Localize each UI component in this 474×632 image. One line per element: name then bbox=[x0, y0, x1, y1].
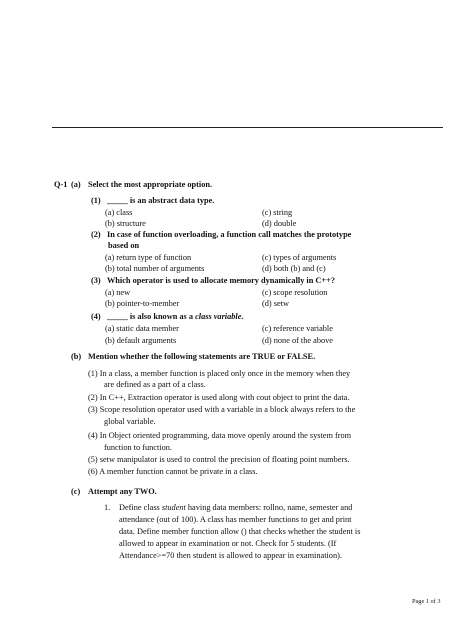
statement-line: function to function. bbox=[104, 443, 172, 452]
statement-line: (2) In C++, Extraction operator is used along with cout object to print the data. bbox=[88, 393, 350, 402]
mcq-number: (4) bbox=[91, 312, 101, 321]
mcq-question bbox=[107, 312, 243, 322]
mcq-number: (2) bbox=[91, 230, 101, 239]
mcq-number: (1) bbox=[91, 196, 101, 205]
statement-line: (3) Scope resolution operator used with a variable in a block always refers to the bbox=[88, 405, 356, 414]
mcq-option: (d) none of the above bbox=[262, 336, 333, 345]
section-a-heading: Select the most appropriate option. bbox=[88, 180, 213, 189]
mcq-question-end: . bbox=[241, 312, 244, 321]
mcq-question-text: _____ is also known as a bbox=[107, 312, 193, 321]
statement-line: global variable. bbox=[104, 417, 156, 426]
mcq-option: (c) string bbox=[262, 208, 293, 217]
mcq-option: (a) class bbox=[105, 208, 133, 217]
question-text-italic: student bbox=[161, 503, 186, 512]
section-a-label: (a) bbox=[71, 180, 81, 189]
question-text-start: Define class bbox=[119, 503, 160, 512]
mcq-option: (c) types of arguments bbox=[262, 253, 337, 262]
mcq-option: (a) new bbox=[105, 288, 131, 297]
mcq-question: Which operator is used to allocate memory dynamically in C++? bbox=[107, 276, 336, 285]
section-c-heading: Attempt any TWO. bbox=[88, 487, 157, 496]
mcq-question: In case of function overloading, a function call matches the prototype bbox=[107, 230, 352, 239]
mcq-option: (c) reference variable bbox=[262, 324, 333, 333]
mcq-option: (b) pointer-to-member bbox=[105, 299, 180, 308]
statement-line: (4) In Object oriented programming, data move openly around the system from bbox=[88, 431, 352, 440]
mcq-question: _____ is an abstract data type. bbox=[107, 196, 215, 205]
question-label: Q-1 bbox=[54, 180, 68, 189]
mcq-option: (d) setw bbox=[262, 299, 289, 308]
mcq-option: (b) total number of arguments bbox=[105, 264, 205, 273]
question-text-rest: having data members: rollno, name, semester and bbox=[187, 503, 353, 512]
mcq-number: (3) bbox=[91, 276, 101, 285]
mcq-option: (b) structure bbox=[105, 219, 146, 228]
statement-line: (5) setw manipulator is used to control the precision of floating point numbers. bbox=[88, 455, 350, 464]
statement-line: (6) A member function cannot be private in a class. bbox=[88, 467, 258, 476]
question-text: allowed to appear in examination or not. Check for 5 students. (If bbox=[119, 539, 337, 548]
mcq-option: (a) static data member bbox=[105, 324, 179, 333]
question-text bbox=[119, 503, 352, 513]
mcq-question-continued: based on bbox=[108, 241, 140, 250]
section-b-heading: Mention whether the following statements are TRUE or FALSE. bbox=[88, 352, 316, 361]
mcq-option: (c) scope resolution bbox=[262, 288, 328, 297]
header-rule bbox=[52, 127, 443, 128]
question-text: attendance (out of 100). A class has member functions to get and print bbox=[119, 515, 352, 524]
mcq-option: (d) both (b) and (c) bbox=[262, 264, 326, 273]
question-text: data. Define member function allow () that checks whether the student is bbox=[119, 527, 361, 536]
page-number: Page 1 of 3 bbox=[412, 598, 441, 605]
mcq-option: (d) double bbox=[262, 219, 297, 228]
statement-line: (1) In a class, a member function is placed only once in the memory when they bbox=[88, 369, 351, 378]
statement-line: are defined as a part of a class. bbox=[104, 380, 206, 389]
section-c-label: (c) bbox=[71, 487, 81, 496]
mcq-option: (b) default arguments bbox=[105, 336, 177, 345]
mcq-question-italic: class variable bbox=[195, 312, 242, 321]
section-b-label: (b) bbox=[71, 352, 82, 361]
question-text: Attendance>=70 then student is allowed to appear in examination). bbox=[119, 551, 342, 560]
mcq-option: (a) return type of function bbox=[105, 253, 192, 262]
question-number: 1. bbox=[104, 503, 111, 512]
